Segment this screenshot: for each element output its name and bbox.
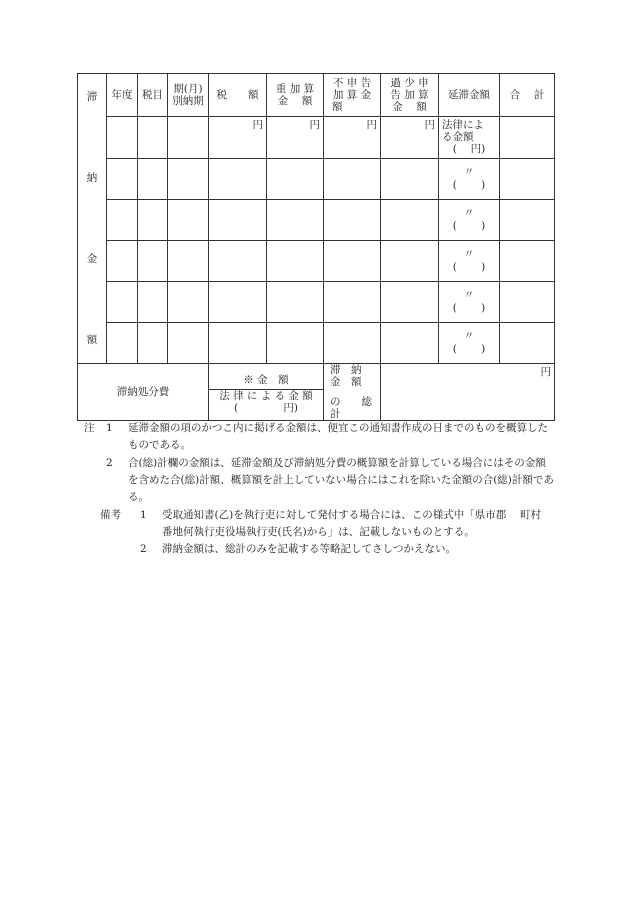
remarks-label: 備考 bbox=[100, 508, 121, 521]
header-juukasan: 重 加 算 金 額 bbox=[267, 74, 324, 117]
table-row bbox=[78, 159, 555, 200]
table-row bbox=[78, 323, 555, 364]
header-entai: 延滞金額 bbox=[439, 74, 500, 117]
table-row bbox=[78, 117, 555, 159]
header-fushinkoku: 不 申 告 加 算 金 額 bbox=[324, 74, 381, 117]
table-row bbox=[78, 241, 555, 282]
entai-cell: 〃 ( ) bbox=[439, 323, 500, 364]
notes-label: 注 bbox=[84, 422, 95, 434]
yen-unit: 円 bbox=[209, 117, 267, 159]
header-ki: 期(月) 別納期 bbox=[168, 74, 209, 117]
remark-item: 備考 1 受取通知書(乙)を執行吏に対して発付する場合には、この様式中「県市郡 町村 番地何執行吏役場執行吏(氏名)から」は、記載しないものとする。 bbox=[84, 507, 554, 542]
entai-cell: 〃 ( ) bbox=[439, 159, 500, 200]
soukei-amount-cell: 円 bbox=[381, 364, 555, 421]
yen-unit: 円 bbox=[267, 117, 324, 159]
entai-cell: 〃 ( ) bbox=[439, 241, 500, 282]
notes-section bbox=[84, 420, 563, 559]
yen-unit: 円 bbox=[381, 117, 439, 159]
header-zeimoku: 税目 bbox=[138, 74, 168, 117]
header-zeigaku: 税 額 bbox=[209, 74, 267, 117]
remark-item: 2 滞納金額は、総計のみを記載する等略記してさしつかえない。 bbox=[140, 543, 456, 556]
side-label-cell bbox=[78, 74, 107, 364]
shobunhi-label: 滞納処分費 bbox=[78, 364, 209, 421]
entai-cell: 〃 ( ) bbox=[439, 200, 500, 241]
soukei-label-cell: 滞 納 金 額 の 総 計 bbox=[324, 364, 381, 421]
yen-unit: 円 bbox=[324, 117, 381, 159]
tax-arrears-table bbox=[77, 73, 555, 421]
header-kashou: 過 少 申 告 加 算 金 額 bbox=[381, 74, 439, 117]
header-goukei: 合 計 bbox=[500, 74, 555, 117]
shobunhi-amount-cell: ※ 金 額 法 律 に よ る 金 額 ( 円) bbox=[209, 364, 324, 421]
side-label-char: 滞 bbox=[86, 91, 98, 103]
note-item: 2 合(総)計欄の金額は、延滞金額及び滞納処分費の概算額を計算している場合にはその金額を含めた合(総)計額、概算額を計上していない場合にはこれを除いた金額の合(総)計額である。 bbox=[106, 456, 554, 504]
header-nendo: 年度 bbox=[107, 74, 138, 117]
entai-cell: 法律によ る金額 ( 円) bbox=[439, 117, 500, 159]
table-row bbox=[78, 200, 555, 241]
shobunhi-row bbox=[78, 364, 555, 421]
entai-cell: 〃 ( ) bbox=[439, 282, 500, 323]
side-label-char: 額 bbox=[86, 333, 98, 346]
note-item: 注 1 延滞金額の項のかつこ内に掲げる金額は、便宜この通知書作成の日までのものを概算したものである。 bbox=[84, 420, 554, 455]
side-label-char: 金 bbox=[86, 252, 98, 265]
side-label-char: 納 bbox=[86, 171, 98, 184]
table-row bbox=[78, 282, 555, 323]
